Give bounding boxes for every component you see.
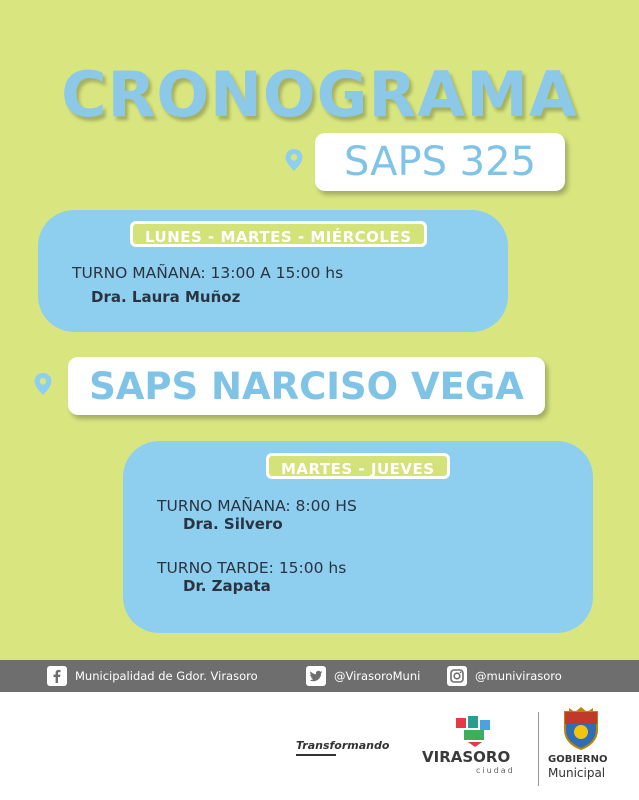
gov-line-1: GOBIERNO bbox=[548, 754, 608, 765]
days-badge: MARTES - JUEVES bbox=[266, 453, 450, 479]
social-label: Municipalidad de Gdor. Virasoro bbox=[75, 669, 258, 683]
transformando-slogan: Transformando bbox=[296, 739, 390, 752]
footer bbox=[0, 692, 639, 800]
doctor-name: Dr. Zapata bbox=[183, 577, 271, 595]
city-sub: ciudad bbox=[476, 766, 515, 775]
gov-line-2: Municipal bbox=[548, 766, 606, 780]
slogan-underline bbox=[296, 754, 336, 756]
instagram-icon bbox=[447, 666, 467, 686]
social-label: @munivirasoro bbox=[475, 669, 562, 683]
facebook-icon bbox=[47, 666, 67, 686]
page-title: CRONOGRAMA bbox=[61, 58, 578, 131]
municipal-shield-icon bbox=[561, 706, 601, 750]
shift-time: TURNO TARDE: 15:00 hs bbox=[157, 559, 347, 577]
location-pin-icon bbox=[282, 148, 306, 172]
social-twitter[interactable] bbox=[306, 666, 420, 686]
doctor-name: Dra. Laura Muñoz bbox=[91, 288, 241, 306]
social-bar bbox=[0, 660, 639, 692]
twitter-icon bbox=[306, 666, 326, 686]
footer-divider bbox=[538, 712, 539, 786]
social-facebook[interactable] bbox=[47, 666, 258, 686]
shift-time: TURNO MAÑANA: 13:00 A 15:00 hs bbox=[72, 264, 344, 282]
virasoro-logo-icon bbox=[450, 714, 500, 748]
location-title: SAPS NARCISO VEGA bbox=[68, 357, 545, 415]
social-label: @VirasoroMuni bbox=[334, 669, 421, 683]
location-title: SAPS 325 bbox=[315, 133, 565, 191]
location-pin-icon bbox=[31, 372, 55, 396]
doctor-name: Dra. Silvero bbox=[183, 515, 283, 533]
shift-time: TURNO MAÑANA: 8:00 HS bbox=[157, 497, 357, 515]
city-name: VIRASORO bbox=[422, 748, 511, 766]
social-instagram[interactable] bbox=[447, 666, 562, 686]
days-badge: LUNES - MARTES - MIÉRCOLES bbox=[130, 221, 427, 247]
